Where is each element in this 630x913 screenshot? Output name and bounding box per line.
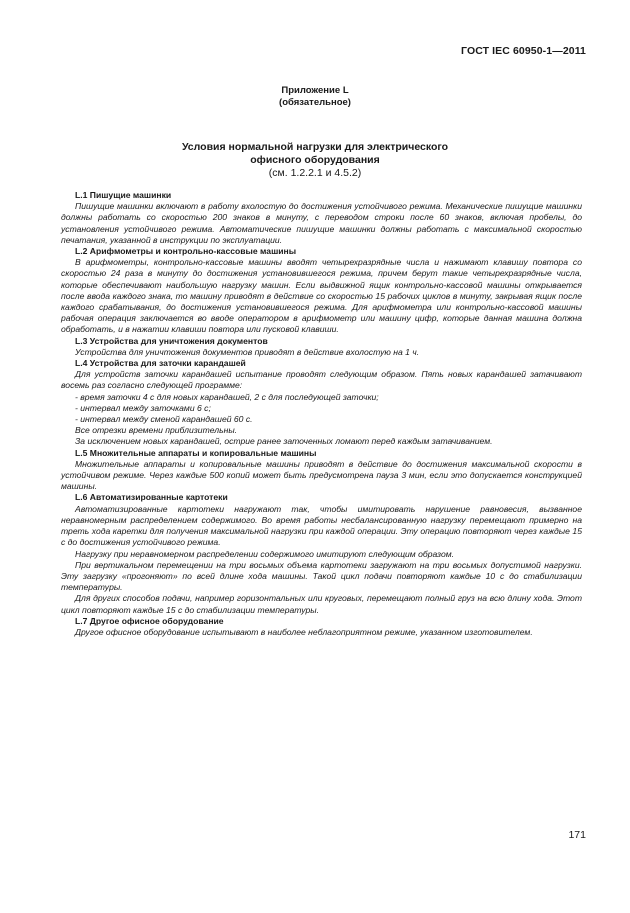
section-l3-paragraph: Устройства для уничтожения документов приводят в действие вхолостую на 1 ч. [75, 346, 420, 357]
section-l4-paragraph-2: Все отрезки времени приблизительны. [75, 425, 238, 436]
list-item: - интервал между заточками 6 с; [75, 402, 211, 413]
section-heading-l5: L.5 Множительные аппараты и копировальные машины [75, 447, 317, 458]
section-l6-paragraph-2: Нагрузку при неравномерном распределении содержимого имитируют следующим образом. [75, 548, 455, 559]
section-heading-l3: L.3 Устройства для уничтожения документов [75, 335, 268, 346]
section-l5-paragraph: Множительные аппараты и копировальные машины приводят в действие до достижения максимальной скорости в устойчивом режиме. Через каждые 500 копий может быть предусмотрена пауза 3 мин, если это допускается конструкцией машины. [61, 458, 582, 492]
list-item: - время заточки 4 с для новых карандашей, 2 с для последующей заточки; [75, 391, 379, 402]
section-l1-paragraph: Пишущие машинки включают в работу вхолостую до достижения устойчивого режима. Механические пишущие машинки должны работать со скоростью 200 знаков в минуту, с переводом строки после 60 знаков, включая пробелы, до установления устойчивого режима. Автоматические пишущие машинки должны работать с максимальной скоростью печатания, указанной в инструкции по эксплуатации. [61, 201, 582, 245]
annex-heading [0, 85, 630, 109]
document-body [61, 190, 582, 638]
annex-status: (обязательное) [279, 97, 351, 108]
section-l6-paragraph-4: Для других способов подачи, например горизонтальных или круговых, перемещают полный груз на всю длину хода. Этот цикл повторяют каждые 15 с до стабилизации температуры. [61, 593, 582, 615]
title-reference: (см. 1.2.2.1 и 4.5.2) [268, 167, 362, 179]
title-line-1: Условия нормальной нагрузки для электрического [181, 141, 449, 153]
page-number: 171 [568, 829, 586, 841]
section-l2-paragraph: В арифмометры, контрольно-кассовые машины вводят четырехразрядные числа и нажимают клавишу повтора со скоростью 24 раза в минуту до достижения установившегося режима, причем берут такие четырехразрядные числа, которые обеспечивают наибольшую нагрузку машин. Если выдвижной ящик контрольно-кассовой машины открывается после ввода каждого знака, то машину приводят в действие со скоростью 15 рабочих циклов в минуту, закрывая ящик после каждого срабатывания, до достижения установившегося режима. Для арифмометра или контрольно-кассовой машины рабочая операция заключается во вводе оператором в арифмометр или машину цифр, которые данная машина должна обработать, и в нажатии клавиши повтора или пусковой клавиши. [61, 257, 582, 335]
section-heading-l7: L.7 Другое офисное оборудование [75, 615, 224, 626]
section-heading-l4: L.4 Устройства для заточки карандашей [75, 358, 246, 369]
section-l7-paragraph: Другое офисное оборудование испытывают в наиболее неблагоприятном режиме, указанном изготовителем. [75, 626, 533, 637]
section-l6-paragraph-3: При вертикальном перемещении на три восьмых объема картотеки загружают на три восьмых допустимой нагрузки. Эту загрузку «прогоняют» по всей длине хода машины. Такой цикл подачи повторяют каждые 10 с до стабилизации температуры. [61, 559, 582, 593]
list-item: - интервал между сменой карандашей 60 с. [75, 414, 253, 425]
section-l4-paragraph: Для устройств заточки карандашей испытание проводят следующим образом. Пять новых карандашей затачивают восемь раз согласно следующей программе: [61, 369, 582, 391]
standard-header: ГОСТ IEC 60950-1—2011 [461, 45, 586, 57]
section-l4-paragraph-3: За исключением новых карандашей, острие ранее заточенных ломают перед каждым затачиванием. [75, 436, 493, 447]
title-line-2: офисного оборудования [250, 154, 380, 166]
section-heading-l2: L.2 Арифмометры и контрольно-кассовые машины [75, 246, 297, 257]
annex-title [0, 141, 630, 180]
annex-name: Приложение L [281, 85, 349, 96]
section-heading-l6: L.6 Автоматизированные картотеки [75, 492, 228, 503]
section-heading-l1: L.1 Пишущие машинки [75, 190, 172, 200]
section-l6-paragraph: Автоматизированные картотеки нагружают так, чтобы имитировать нарушение равновесия, вызванное неравномерным распределением содержимого. Во время работы несбалансированную нагрузку перемещают примерно на треть хода каретки для получения максимальной нагрузки при каждой операции. Эту операцию повторяют через каждые 15 с до достижения устойчивого режима. [61, 503, 582, 548]
